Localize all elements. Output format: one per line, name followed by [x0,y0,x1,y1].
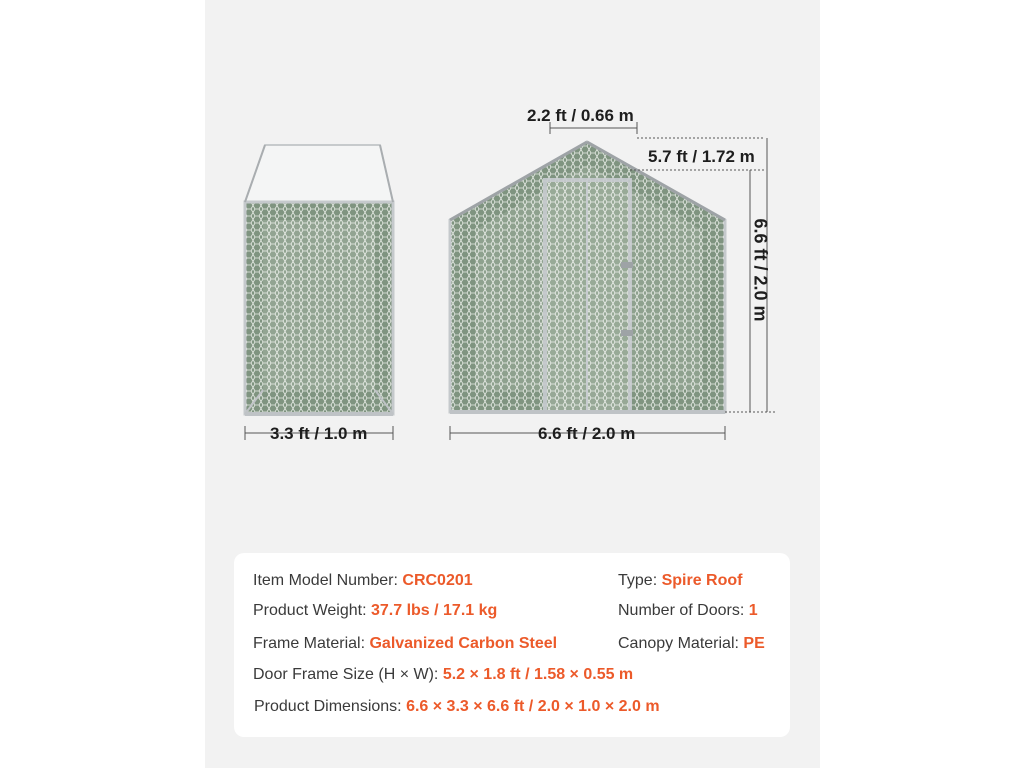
spec-value: 5.2 × 1.8 ft / 1.58 × 0.55 m [442,666,634,683]
spec-label: Item Model Number: [253,572,403,589]
coop-drawing [205,90,820,460]
spec-value: Galvanized Carbon Steel [369,635,558,652]
dimension-height: 6.6 ft / 2.0 m [750,218,771,322]
front-view-coop [450,142,725,412]
dimension-roof-side: 5.7 ft / 1.72 m [648,147,755,166]
side-view-coop [245,145,393,414]
spec-weight [253,602,497,620]
spec-canopy [618,635,765,653]
spec-value: 6.6 × 3.3 × 6.6 ft / 2.0 × 1.0 × 2.0 m [406,698,660,715]
spec-frame [253,635,557,653]
spec-value: 1 [748,602,758,619]
spec-model [253,572,473,590]
spec-type [618,572,742,590]
spec-doors [618,602,758,620]
spec-label: Canopy Material: [618,635,744,652]
spec-label: Number of Doors: [618,602,749,619]
dimension-front-length: 6.6 ft / 2.0 m [538,424,636,443]
spec-value: PE [743,635,765,652]
spec-card [234,553,790,737]
spec-value: CRC0201 [402,572,473,589]
spec-product-dimensions [254,698,660,716]
dimension-side-width: 3.3 ft / 1.0 m [270,424,368,443]
spec-label: Door Frame Size (H × W): [253,666,443,683]
spec-label: Type: [618,572,662,589]
spec-label: Product Dimensions: [254,698,407,715]
dimension-top-width: 2.2 ft / 0.66 m [527,106,634,125]
spec-door-frame [253,666,633,684]
spec-label: Frame Material: [253,635,370,652]
spec-value: 37.7 lbs / 17.1 kg [370,602,498,619]
spec-label: Product Weight: [253,602,371,619]
spec-value: Spire Roof [661,572,743,589]
